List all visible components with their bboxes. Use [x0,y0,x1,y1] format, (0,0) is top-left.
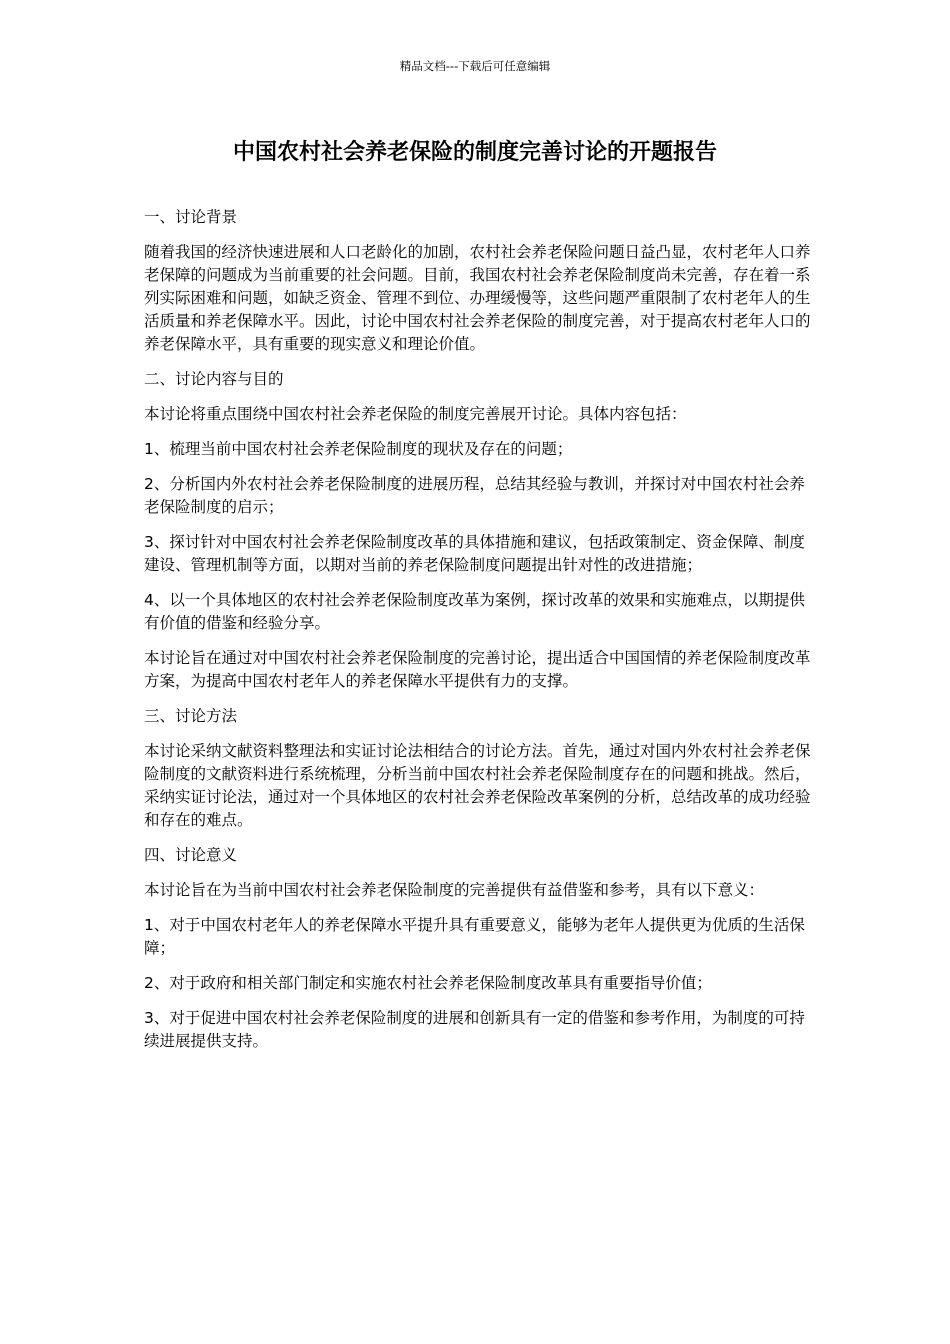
document-title: 中国农村社会养老保险的制度完善讨论的开题报告 [232,140,717,165]
method-paragraph: 本讨论采纳文献资料整理法和实证讨论法相结合的讨论方法。首先，通过对国内外农村社会养老保险制度的文献资料进行系统梳理，分析当前中国农村社会养老保险制度存在的问题和挑战。然后，采纳实证讨论法，通过对一个具体地区的农村社会养老保险改革案例的分析，总结改革的成功经验和存在的难点。 [144,742,811,829]
significance-item-3: 3、对于促进中国农村社会养老保险制度的进展和创新具有一定的借鉴和参考作用，为制度的可持续进展提供支持。 [144,1009,805,1050]
section-heading-content-purpose: 二、讨论内容与目的 [144,370,284,388]
section-heading-significance: 四、讨论意义 [144,846,238,864]
significance-item-2: 2、对于政府和相关部门制定和实施农村社会养老保险制度改革具有重要指导价值； [144,974,712,992]
purpose-paragraph: 本讨论旨在通过对中国农村社会养老保险制度的完善讨论，提出适合中国国情的养老保险制度改革方案，为提高中国农村老年人的养老保障水平提供有力的支撑。 [144,649,811,690]
background-paragraph: 随着我国的经济快速进展和人口老龄化的加剧，农村社会养老保险问题日益凸显，农村老年人口养老保障的问题成为当前重要的社会问题。目前，我国农村社会养老保险制度尚未完善，存在着一系列实际困难和问题，如缺乏资金、管理不到位、办理缓慢等，这些问题严重限制了农村老年人的生活质量和养老保障水平。因此，讨论中国农村社会养老保险的制度完善，对于提高农村老年人口的养老保障水平，具有重要的现实意义和理论价值。 [144,243,811,353]
content-item-4: 4、以一个具体地区的农村社会养老保险制度改革为案例，探讨改革的效果和实施难点，以期提供有价值的借鉴和经验分享。 [144,591,805,632]
content-item-3: 3、探讨针对中国农村社会养老保险制度改革的具体措施和建议，包括政策制定、资金保障、制度建设、管理机制等方面，以期对当前的养老保险制度问题提出针对性的改进措施； [144,533,805,574]
document-body [144,206,812,1065]
significance-item-1: 1、对于中国农村老年人的养老保障水平提升具有重要意义，能够为老年人提供更为优质的生活保障； [144,916,805,957]
significance-intro-paragraph: 本讨论旨在为当前中国农村社会养老保险制度的完善提供有益借鉴和参考，具有以下意义： [144,881,765,899]
content-intro-paragraph: 本讨论将重点围绕中国农村社会养老保险的制度完善展开讨论。具体内容包括： [144,405,687,423]
content-item-1: 1、梳理当前中国农村社会养老保险制度的现状及存在的问题； [144,440,573,458]
header-note: 精品文档---下载后可任意编辑 [399,59,551,73]
section-heading-method: 三、讨论方法 [144,707,238,725]
section-heading-background: 一、讨论背景 [144,208,238,226]
content-item-2: 2、分析国内外农村社会养老保险制度的进展历程，总结其经验与教训，并探讨对中国农村社会养老保险制度的启示； [144,475,805,516]
